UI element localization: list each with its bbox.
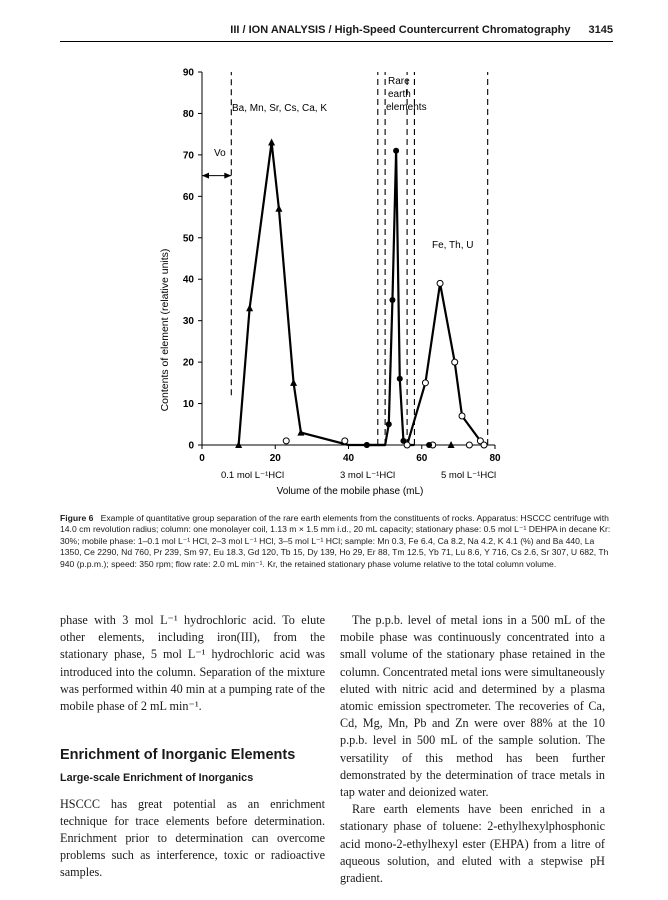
x-axis-label: Volume of the mobile phase (mL): [276, 486, 424, 497]
caption-text: Example of quantitative group separation of the rare earth elements from the constituents of rocks. Apparatus: HSCCC centrifuge with 14.0 cm revolution radius; column: one monolayer coil, 1.13 m × 1.5 mm i.d., 20 mL capacity; stationary phase: 0.5 mol L⁻¹ DEHPA in decane Kr: 30%; mobile phase: 1–0.1 mol L⁻¹ HCl, 2–3 mol L⁻¹ HCl, 3–5 mol L⁻¹ HCl; sample: Mn 0.3, Fe 6.4, Ca 8.2, Na 4.2, K 4.1 (%) and Ba 440, La 1350, Ce 2290, Nd 760, Pr 239, Sm 97, Eu 18.3, Gd 120, Tb 15, Dy 139, Ho 29, Er 88, Tm 12.5, Yb 71, Lu 8.6, Y 716, Cs 2.6, Sr 307, U 682, Th 940 (p.p.m.); speed: 350 rpm; flow rate: 2.0 mL min⁻¹. Kr, the retained stationary phase volume relative to the total column volume.: [60, 513, 611, 569]
filled-circle-marker: [389, 297, 395, 303]
annotation-group1: Ba, Mn, Sr, Cs, Ca, K: [232, 103, 328, 114]
open-circle-marker: [459, 413, 465, 419]
triangle-marker: [268, 138, 275, 145]
x-tick-label: 60: [416, 453, 428, 464]
vo-arrow-head-right: [224, 173, 231, 179]
filled-circle-marker: [397, 376, 403, 382]
section-title: Enrichment of Inorganic Elements: [60, 747, 296, 764]
left-paragraph-2: HSCCC has great potential as an enrichment technique for trace elements before determination. Enrichment prior to determination can overcome problems such as interference, toxic or radioactive samples.: [60, 796, 325, 880]
y-tick-label: 90: [182, 67, 194, 79]
y-tick-label: 80: [182, 108, 194, 120]
x-tick-label: 80: [489, 453, 501, 464]
filled-circle-marker: [364, 442, 370, 448]
phase-dividers: [202, 72, 488, 445]
right-column: [340, 612, 605, 887]
open-circle-marker: [283, 438, 289, 444]
vo-arrow-head-left: [202, 173, 209, 179]
y-tick-label: 40: [182, 274, 194, 286]
triangle-marker: [297, 429, 304, 436]
running-header-title: III / ION ANALYSIS / High-Speed Countercurrent Chromatography: [230, 24, 571, 36]
y-tick-label: 70: [182, 150, 194, 162]
series-lines: [239, 142, 481, 445]
annotation-rare: Rare: [388, 76, 410, 87]
annotation-vo: Vo: [214, 148, 226, 159]
subsection-title: Large-scale Enrichment of Inorganics: [60, 772, 254, 785]
y-tick-label: 20: [182, 357, 194, 369]
phase-label-1: 0.1 mol L⁻¹HCl: [221, 470, 285, 481]
series-markers: [235, 138, 487, 448]
open-circle-marker: [466, 442, 472, 448]
annotation-elements: elements: [386, 102, 427, 113]
x-tick-label: 0: [199, 453, 205, 464]
series-line-3: [407, 283, 480, 445]
y-tick-label: 60: [182, 191, 194, 203]
filled-circle-marker: [386, 421, 392, 427]
chart-labels: [159, 76, 496, 497]
phase-label-3: 5 mol L⁻¹HCl: [441, 470, 497, 481]
right-paragraph-2: Rare earth elements have been enriched in a stationary phase of toluene: 2-ethylhexylphosphonic acid mono-2-ethylhexyl ester (EHPA) from a litre of aqueous solution, and eluted with a stepwise pH gradient.: [340, 802, 605, 886]
open-circle-marker: [452, 359, 458, 365]
phase-label-2: 3 mol L⁻¹HCl: [340, 470, 396, 481]
caption-label: Figure 6: [60, 513, 94, 523]
triangle-marker: [275, 205, 282, 212]
filled-circle-marker: [393, 148, 399, 154]
triangle-marker: [290, 379, 297, 386]
open-circle-marker: [422, 380, 428, 386]
chart-axes: [183, 68, 501, 465]
y-tick-label: 10: [182, 399, 194, 411]
y-tick-label: 0: [188, 440, 194, 452]
x-tick-label: 40: [342, 453, 355, 464]
open-circle-marker: [404, 442, 410, 448]
open-circle-marker: [437, 280, 443, 286]
annotation-group3: Fe, Th, U: [432, 240, 474, 251]
triangle-marker: [246, 304, 253, 311]
page-number: 3145: [588, 24, 613, 36]
figure-caption: [60, 513, 615, 570]
figure-6-chart: [150, 60, 530, 505]
left-paragraph-1: phase with 3 mol L⁻¹ hydrochloric acid. To elute other elements, including iron(III), from the stationary phase, 5 mol L⁻¹ hydrochloric acid was introduced into the column. Separation of the mixture was performed within 40 min at a pumping rate of the mobile phase of 2 mL min⁻¹.: [60, 613, 325, 714]
open-circle-marker: [342, 438, 348, 444]
series-line-1: [239, 142, 386, 445]
y-tick-label: 50: [182, 233, 194, 245]
y-tick-label: 30: [182, 316, 194, 328]
y-axis-label: Contents of element (relative units): [159, 248, 171, 412]
left-column: [60, 612, 325, 882]
open-circle-marker: [481, 442, 487, 448]
filled-circle-marker: [426, 442, 432, 448]
running-header: [60, 24, 613, 42]
x-tick-label: 20: [269, 453, 281, 464]
right-paragraph-1: The p.p.b. level of metal ions in a 500 mL of the mobile phase was continuously concentrated into a small volume of the stationary phase retained in the column. Concentrated metal ions were simultaneously eluted with nitric acid and determined by a plasma atomic emission spectrometer. The recoveries of Ca, Cd, Mg, Mn, Pb and Zn were over 88% at the 10 p.p.b. level in 500 mL of the sample solution. The versatility of this method has been further demonstrated by the determination of trace metals in tap water and deionized water.: [340, 613, 605, 800]
annotation-earth: earth: [388, 89, 411, 100]
